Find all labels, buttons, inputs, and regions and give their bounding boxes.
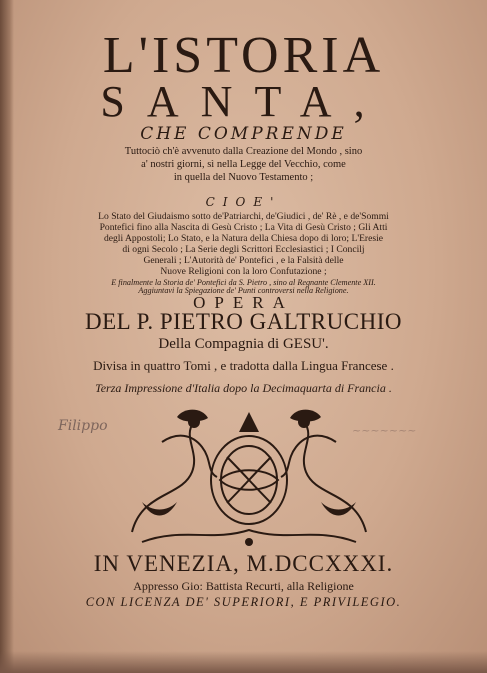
imprint-printer: Appresso Gio: Battista Recurti, alla Religione — [133, 579, 354, 593]
faded-inscription: ~~~~~~~ — [352, 424, 417, 437]
subtitle: CHE COMPRENDE — [140, 124, 347, 144]
contents-line-3: degli Appostoli; Lo Stato, e la Natura della Chiesa dopo di loro; L'Eresie — [103, 233, 384, 244]
finally-line-2: Aggiuntavi la Spiegazione de' Punti controversi nella Religione. — [138, 286, 349, 295]
contents-line-2: Pontefici fino alla Nascita di Gesù Cristo ; La Vita di Gesù Cristo ; Gli Atti — [99, 222, 388, 233]
contents-line-6: Nuove Religioni con la loro Confutazione ; — [160, 266, 327, 277]
opera-heading: OPERA — [193, 293, 294, 312]
edition-line: Terza Impressione d'Italia dopo la Decimaquarta di Francia . — [95, 381, 392, 395]
printer-ornament-vignette — [122, 402, 376, 550]
intro-line-2: a' nostri giorni, sì nella Legge del Vecchio, come — [141, 159, 346, 170]
title-line-2: SANTA, — [100, 77, 387, 126]
finally-line-1: E finalmente la Storia de' Pontefici da S. Pietro , sino al Regnante Clemente XII. — [111, 278, 376, 287]
imprint-place-date: IN VENEZIA, M.DCCXXXI. — [93, 551, 394, 576]
title-line-1: L'ISTORIA — [102, 27, 385, 84]
contents-line-5: Generali ; L'Autorità de' Pontefici , e la Falsità delle — [143, 255, 344, 266]
author-name: DEL P. PIETRO GALTRUCHIO — [85, 309, 402, 334]
volumes-line: Divisa in quattro Tomi , e tradotta dalla Lingua Francese . — [93, 358, 394, 373]
company-line: Della Compagnia di GESU'. — [158, 336, 329, 352]
handwritten-signature: Filippo — [58, 418, 108, 434]
imprint-license: CON LICENZA DE' SUPERIORI, E PRIVILEGIO. — [85, 595, 402, 609]
contents-line-4: di ogni Secolo ; La Serie degli Scrittori Ecclesiastici ; I Concilj — [122, 244, 365, 255]
cioe-heading: CIOE' — [205, 195, 282, 209]
intro-line-3: in quella del Nuovo Testamento ; — [173, 172, 314, 183]
page-bottom-shadow — [0, 651, 487, 673]
contents-line-1: Lo Stato del Giudaismo sotto de'Patriarchi, de'Giudici , de' Rè , e de'Sommi — [98, 211, 389, 222]
intro-line-1: Tuttociò ch'è avvenuto dalla Creazione del Mondo , sino — [124, 146, 363, 157]
